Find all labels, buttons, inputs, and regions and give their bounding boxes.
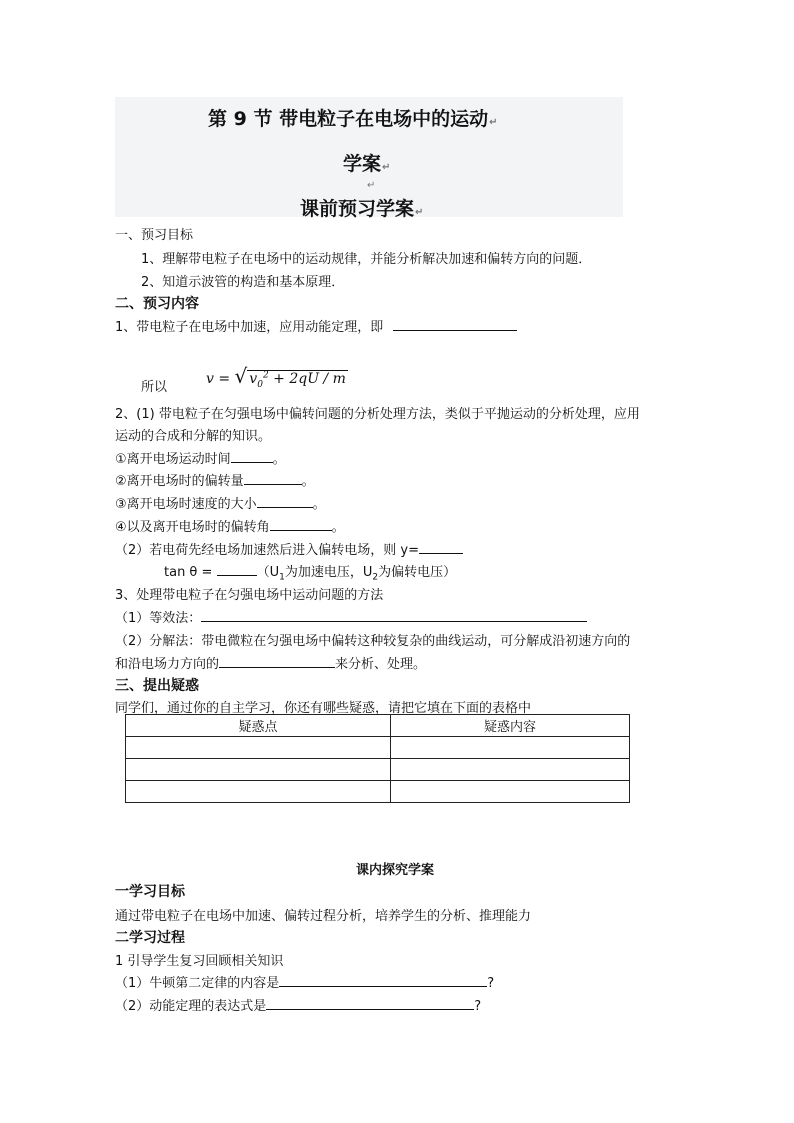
table-header-row (126, 715, 630, 737)
tan-line: $\tan \theta = (U_1$为加速电压，$U_2$为偏转电压） (164, 565, 457, 583)
table-row (126, 737, 630, 759)
process-heading: 二学习过程 (115, 930, 185, 946)
question-1: 1、带电粒子在电场中加速，应用动能定理，即 (115, 316, 517, 335)
column-header: 疑惑点 (126, 715, 391, 737)
preview-goal-item: 1、理解带电粒子在电场中的运动规律，并能分析解决加速和偏转方向的问题． (141, 252, 592, 267)
table-cell[interactable] (126, 759, 391, 781)
sub-question-item: ③离开电场时速度的大小 。 (115, 497, 326, 512)
answer-blank[interactable] (201, 609, 587, 622)
page-title: 第 9 节 带电粒子在电场中的运动↵ (208, 108, 498, 130)
doubts-intro: 同学们，通过你的自主学习，你还有哪些疑惑，请把它填在下面的表格中 (115, 701, 532, 716)
method-2-line1: （2）分解法：带电微粒在匀强电场中偏转这种较复杂的曲线运动，可分解成沿初速方向的 (115, 634, 631, 649)
question-2-line2: 运动的合成和分解的知识。 (115, 429, 272, 444)
velocity-formula: v = √ $v_0^2 + 2qU / m$ (206, 364, 346, 390)
method-2-line2: 和沿电场力方向的 来分析、处理。 (115, 657, 427, 672)
preview-goal-item: 2、知道示波管的构造和基本原理． (141, 275, 345, 290)
table-cell[interactable] (391, 759, 630, 781)
sub-question-item: ①离开电场运动时间 。 (115, 452, 286, 467)
goal-text: 通过带电粒子在电场中加速、偏转过程分析，培养学生的分析、推理能力 (115, 909, 532, 924)
answer-blank[interactable] (419, 541, 463, 554)
answer-blank[interactable] (219, 655, 335, 668)
sub-question-item: ④以及离开电场时的偏转角 。 (115, 520, 345, 535)
answer-blank[interactable] (279, 974, 487, 987)
method-1: （1）等效法： (115, 607, 587, 626)
table-row (126, 781, 630, 803)
table-cell[interactable] (391, 781, 630, 803)
table-cell[interactable] (391, 737, 630, 759)
answer-blank[interactable] (217, 563, 257, 576)
preview-content-heading: 二、预习内容 (115, 296, 199, 312)
doubts-heading: 三、提出疑惑 (115, 678, 199, 694)
so-label: 所以 (141, 380, 168, 395)
answer-blank[interactable] (257, 495, 313, 508)
answer-blank[interactable] (393, 318, 517, 331)
doubts-table (125, 714, 630, 803)
section-title-preview: 课前预习学案↵ (300, 198, 424, 220)
answer-blank[interactable] (231, 450, 273, 463)
answer-blank[interactable] (270, 518, 332, 531)
process-item: 1 引导学生复习回顾相关知识 (115, 954, 284, 969)
question-2-line1: 2、(1) 带电粒子在匀强电场中偏转问题的分析处理方法，类似于平抛运动的分析处理，应用 (115, 407, 640, 422)
answer-blank[interactable] (266, 997, 474, 1010)
process-item: （2）动能定理的表达式是 ? (115, 999, 482, 1014)
table-cell[interactable] (126, 781, 391, 803)
question-3: 3、处理带电粒子在匀强电场中运动问题的方法 (115, 588, 384, 603)
radicand: $v_0^2 + 2qU / m$ (249, 370, 346, 390)
answer-blank[interactable] (244, 472, 302, 485)
goal-heading: 一学习目标 (115, 884, 185, 900)
sqrt-sign: √ (234, 364, 248, 388)
table-row (126, 759, 630, 781)
table-cell[interactable] (126, 737, 391, 759)
section-title-inclass: 课内探究学案 (356, 863, 435, 878)
question-2b: （2）若电荷先经电场加速然后进入偏转电场，则 y= (115, 539, 463, 558)
paragraph-mark: ↵ (367, 180, 376, 191)
process-item: （1）牛顿第二定律的内容是 ? (115, 976, 495, 991)
preview-goals-heading: 一、预习目标 (115, 228, 194, 243)
page-subtitle: 学案↵ (343, 153, 391, 175)
column-header: 疑惑内容 (391, 715, 630, 737)
sub-question-item: ②离开电场时的偏转量 。 (115, 474, 315, 489)
